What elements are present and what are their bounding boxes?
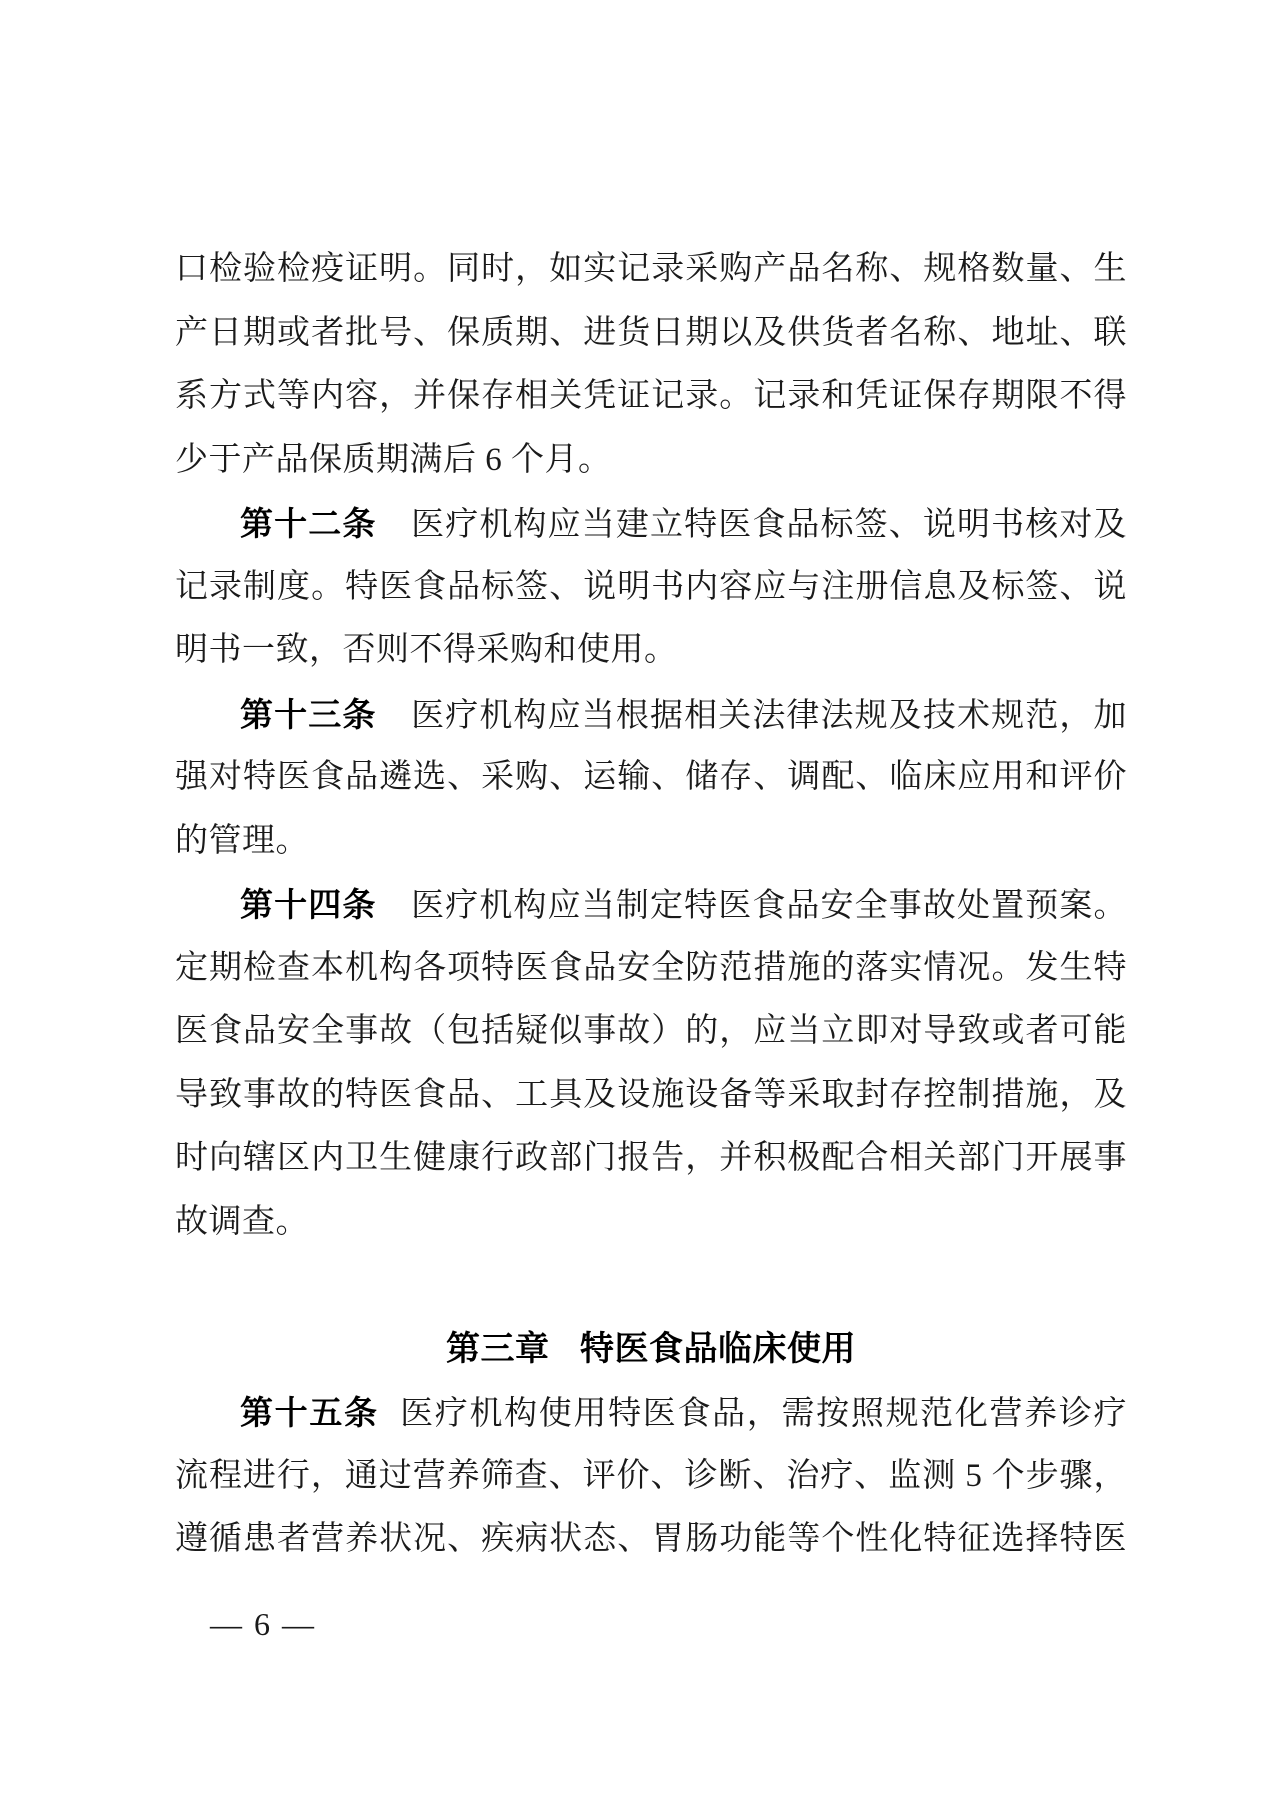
text-line: 定期检查本机构各项特医食品安全防范措施的落实情况。发生特 [175,949,1127,986]
article-line [175,873,1127,937]
text-line: 明书一致，否则不得采购和使用。 [175,632,678,668]
text-line: 少于产品保质期满后 6 个月。 [175,441,612,478]
text-line: 故调查。 [175,1203,309,1240]
article-text: 医疗机构使用特医食品，需按照规范化营养诊疗 [400,1396,1128,1432]
chapter-number: 第三章 [445,1329,550,1368]
article-text: 医疗机构应当制定特医食品安全事故处置预案。 [411,888,1128,924]
blank-line [175,1254,1127,1318]
text-line: 遵循患者营养状况、疾病状态、胃肠功能等个性化特征选择特医 [175,1521,1127,1557]
article-line [175,492,1127,556]
text-line: 的管理。 [175,822,309,859]
text-line: 系方式等内容，并保存相关凭证记录。记录和凭证保存期限不得 [175,378,1127,414]
chapter-title-text: 特医食品临床使用 [580,1329,857,1368]
text-line: 医食品安全事故（包括疑似事故）的，应当立即对导致或者可能 [175,1013,1127,1049]
article-number: 第十二条 [240,505,377,542]
text-line: 导致事故的特医食品、工具及设施设备等采取封存控制措施，及 [175,1076,1127,1113]
chapter-heading [175,1318,1127,1382]
text-line: 强对特医食品遴选、采购、运输、储存、调配、临床应用和评价 [175,759,1127,795]
page-number: — 6 — [210,1606,316,1642]
text-line: 口检验检疫证明。同时，如实记录采购产品名称、规格数量、生 [175,251,1127,287]
article-text: 医疗机构应当建立特医食品标签、说明书核对及 [411,507,1128,543]
text-line: 时向辖区内卫生健康行政部门报告，并积极配合相关部门开展事 [175,1140,1127,1176]
article-number: 第十五条 [240,1394,379,1431]
article-number: 第十三条 [240,695,377,733]
article-text: 医疗机构应当根据相关法律法规及技术规范，加 [411,697,1128,734]
text-line: 记录制度。特医食品标签、说明书内容应与注册信息及标签、说 [175,568,1127,605]
text-line: 流程进行，通过营养筛查、评价、诊断、治疗、监测 5 个步骤， [175,1457,1127,1494]
article-line [175,683,1127,747]
text-block [175,238,1127,1572]
article-number: 第十四条 [240,886,377,923]
text-line: 产日期或者批号、保质期、进货日期以及供货者名称、地址、联 [175,314,1127,351]
article-line [175,1381,1127,1445]
